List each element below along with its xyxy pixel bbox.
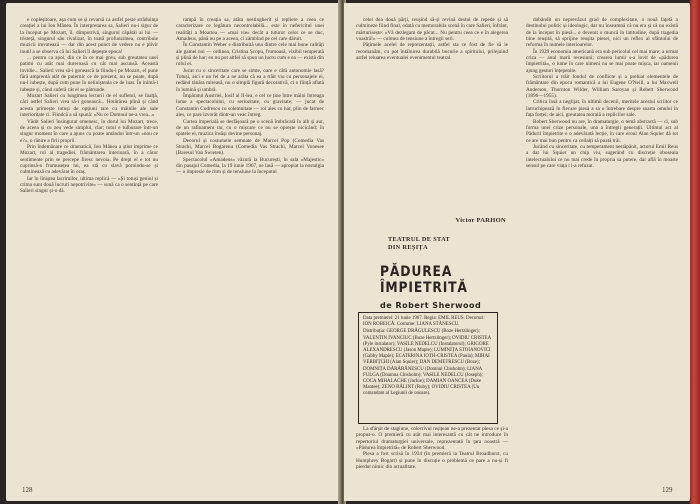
paragraph: În Constantin Weber e distribuită una dintre cele mai bune calități ale gamei noi — ordinea, Cristina Școpu, frumoasă, vizibil temperată și plină de har; eu nu pot altfel să spun un lucru cum e ea — există din rolul ei. xyxy=(176,42,324,68)
right-column-2 xyxy=(526,17,678,482)
right-column-1 xyxy=(356,17,508,217)
left-column-2 xyxy=(176,17,324,482)
paragraph: Prin îndemânare ce dramatică, Ion Mânea a știut imprime ce Mozart, rol al tragediei, frământarea interioară, în a căror sentimente prin se percepe firesc nevoia. Pe drept el e tot nu cuprinsă-n frumusețea lui, ea stă cu slavă pornindu-se și culminează cu adevărat în oraș. xyxy=(20,143,158,176)
page-number-right: 129 xyxy=(662,486,673,494)
theatre-heading xyxy=(388,236,450,251)
paragraph: La sfârșit de stagiune, colectivul reșițean ne-a prezentat piesa ce și-a propus-o. O premieră cu atât mai interesantă cu cât ne introduce în repertoriul dramaturgiei universale, reprezentată în țara noastră — «Pădurea împietrită» de Robert Sherwood. xyxy=(356,426,508,452)
paragraph: Pățimele acelei de reprezentații, astfel sta ce fost de fie să le recomanăm, cu pot întâlnirea durabilă bucurie a spiritului, prilejuind astfel reluarea eventualei evenimentul teatral. xyxy=(356,42,508,62)
right-column-1-lower xyxy=(356,426,508,484)
play-author: de Robert Sherwood xyxy=(380,301,482,310)
author-signature: Victor PARHON xyxy=(455,217,506,224)
paragraph: Împăratul Austriei, Iosif al II-lea, e cel ce ține între mâini întreaga lume a spectacolului, cu seriozitate, cu gravitate; — jucat de Constantin Codrescu cu solemnitate — rol ales cu har, plin de farmec ales, ce pare izvorât dintr-un veac întreg. xyxy=(176,93,324,119)
right-page xyxy=(344,3,690,501)
play-title-line: ÎMPIETRITĂ xyxy=(380,279,468,296)
paragraph: Curtea imperială se desfășoară pe o scenă îmbrăcată în alb și aur, de un rafinament rar, cu o mișcare ce nu se oprește nicicând; în spatele ei, muzica însăși devine personaj. xyxy=(176,118,324,138)
paragraph: dobândit un neprevăzut grad de complexitate, o nouă fațetă a destinului politic și ideologic, dar nu înseamnă că nu era și că nu există de la început în piesă... e devenit o muncă în latitudine, după tragedia bine reușită, să sprijine reușita piesei, nici un reflex al sfântului de reforma în numele interioarelor. xyxy=(526,17,678,49)
left-page xyxy=(6,3,340,501)
paragraph: Jucând cu sinceritate, cu temperament nestăpânit, actorul Emil Reus a dat lui Squier un chip viu, sugerând cu discreție oboseala intelectualului ce nu mai crede în propria sa putere, dar află în moarte sensul pe care viața i l-a refuzat. xyxy=(526,143,678,169)
paragraph: Mozart Salieri cu lungimea lecturii de el sufletul, se înalță, căci astfel Salieri vrea să-i gonească... Hotărârea plină și când acesta primește totuși de opțiuni tare cu mâinile ale sale interioritate ci. Fiindcă a să spună: «Nu ce Domnul ne-a vrea...» xyxy=(20,93,158,119)
paragraph: Spectacolul «Amadeus» văzută la București, în sala «Majestic» din pasajul Comedia, la 19 iunie 1967, ne lasă — apropiat la nostalgia — o impresie de ritm și de tensiune la începutul xyxy=(176,156,324,176)
paragraph: Iar în liniștea lacrimilor, ultima replică — «Și totuși geniul și crima sunt două lucruri nepotrivite» — sună ca o sentință pe care Salieri singur și-o dă. xyxy=(20,175,158,195)
theatre-line: TEATRUL DE STAT xyxy=(388,236,451,243)
paragraph: Piesa a fost scrisă în 1934 (în premieră la Teatrul Broadhurst, cu Humphrey Bogart) și pune în discuție o problemă ce pare a nu-și fi pierdut nimic din actualitate. xyxy=(356,451,508,471)
paragraph: Scriitorul a trăit fondul de conflicte și a preluat elementele de frământare din epoca romantică a lui Eugene O'Neill, a lui Maxwell Anderson, Thornton Wilder, William Saroyan și Robert Sherwood (1896—1955). xyxy=(526,74,678,100)
page-number-left: 128 xyxy=(22,486,33,494)
play-title-line: PĂDUREA xyxy=(380,264,453,280)
paragraph: rampă în creația sa, atâta nestingherit și repliere a ceea ce caracterizare ce legătura necontrolabilă... este în nefericitul unei realități a Moartea — «mai vie» decât a tuturor celor ce se duc, Amadeus, până nu pe a aceea, ci zâmbind pe cel care dăruit. xyxy=(176,17,324,43)
play-title xyxy=(380,265,491,296)
cast-box xyxy=(358,312,498,424)
theatre-line: DIN REȘIȚA xyxy=(388,243,428,251)
paragraph: Vădit Salieri însingurat omenesc, în dorul lui Mozart, trece, de aceea și cu zeu vede simplul, clar; totul e tulburare într-un singur moment în care a ajuns cu poate amândoi într-un «nou ce e?», o rănire a firii proprii. xyxy=(20,118,158,144)
paragraph: Decorul și costumele semnate de Marcel Pop (Comedia Vas Strachi, Marcel Bogarenu (Comedia Vas Strachi, Marcel Vonesee (Baresul Van Swieten). xyxy=(176,137,324,157)
paragraph: ... pentru ca apoi, din ce în ce mai greu, sub greutatea unei patimi cu atât mai dureroasă cu cât mai ascunsă. Această invidie... Salieri vrea să-i gonească la fiindu-i pe Mozart, el pune fără amprentă atât de puternic ce de prezent; nu se poate, după nu-l iubește, după cum pune în nelinișteala ce de luat. În inimă-l iubește și, când suferă cât el se pătrunde. xyxy=(20,55,158,93)
cast-text: Data premierei: 21 iunie 1967. Regia: EMIL REUS. Decoruri: ION ROBEICĂ. Costume: LIANA STĂNESCU. xyxy=(363,316,485,328)
left-column-1 xyxy=(20,17,158,482)
paragraph: e copleșitoare, așa cum se și revarsă ca astfel peste străduința creației a lui Ion Mânea. În interpretarea sa, Salieri nu-i sigur de la început pe Mozart, îl, dimpotrivă, singurul căpătâi ai lui — tristeță, singurul său rivalizat, în toată profunzimea, contribuie muzicii imvatează — dar din acest punct de vedere nu e plivir inutil a se observa că lui Salieri îi depeşte epoca! xyxy=(20,17,158,55)
cast-text: Distribuția: GEORGE DRĂGULESCU (Boze Hertzlinger); VALENTIN IVANCIUC (Boze Hertzlinger); OVIDIU CRISTEA (Pyle instalator); VASILE NEDELCU (Instalatorul); GRIGORE ALEXANDRESCU (Jason Maple); LUMINIȚA STOIANOVICI (Gabby Maple); ECATERINA IOTH-CRISTEA (Paula); MIHAI VERBIȚCHI (Alan Squier); DAN DEMETRESCU (Boze); DOMNIȚA DĂRĂBĂNESCU (Domnul Chisholm); LIANA FULGA (Doamna Chisholm); VASILE NEDELCU (Joseph); COCA MIHALACHE (Jackie); DAMIAN OANCEA (Duke Mantee); ZENO BĂLINT (Ruby); OVIDIU CRISTEA (Un comandant al Legiunii de onoare). xyxy=(363,329,491,397)
paragraph: În 1929 economia americană era sub pericolul cel mai mare; a urmat criza — anul marii recesiuni; crearea lumii s-a lovit de «pădurea împietrită», o lume în care nimeni nu se mai poate mișca, iar oamenii ajung gesturi înțepenite. xyxy=(526,48,678,74)
paragraph: celei dea două părți, reușind să-și revină destul de repede și să culmineze fiind final, odată cu memorabila scenă în care Salieri, înfrânt, mărturisește: «Vă dezlegam de păcat... Nu pentru ceea ce e în alegerea voastră!» — culmea de tensiune a întregii seri. xyxy=(356,17,508,43)
paragraph: Critica însă a neglijat, în ultimii decenii, meritele acestui scriitor ce întruchipează în fiecare piesă a sa o întrebare despre soarta omului în fața forței; de aici, greutatea morală a replicilor sale. xyxy=(526,99,678,119)
paragraph: Jucat cu o sinceritate care se simte, oare e câtă autonomie lasă? Totuși, aici e un fel de a ne arăta că ea a trăit viu cu personajele ei, redând tânăra mireasă, nu o simplă figură decorativă, ci o ființă aflată în lumină și umbră. xyxy=(176,67,324,93)
paragraph: Robert Sherwood nu are, în dramaturgie, o temă abstractă — ci, sub forma unei crize personale, una a întregii generații. Ultimul act al Pădurii împietrite e o adevărată lecție, în care eroul Alan Squier dă tot ce are mai bun pentru ca ceilalți să poată trăi. xyxy=(526,118,678,144)
page-edge-strip xyxy=(690,0,700,504)
